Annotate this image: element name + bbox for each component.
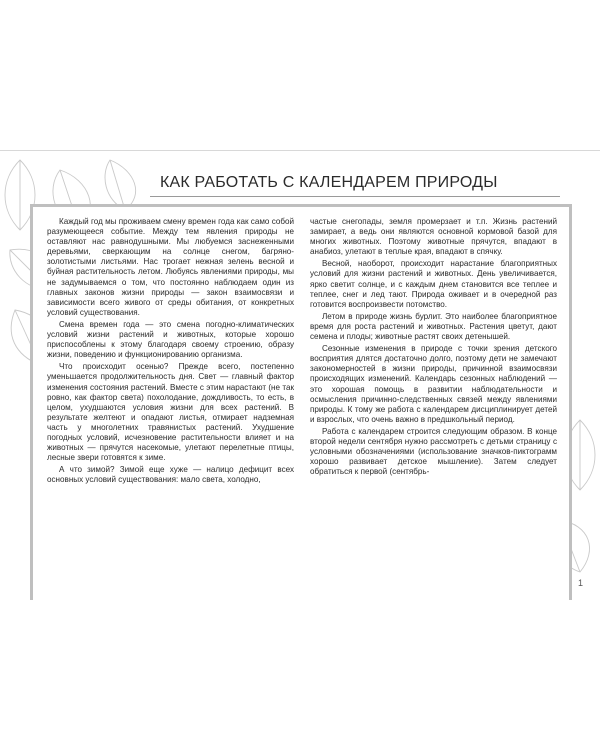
paragraph: Работа с календарем строится следующим образом. В конце второй недели сентября нужно рассмотреть с детьми страницу с условными обозначениями (использование значков-пиктограмм хорошо развивает детское мышление). Затем следует обратиться к первой (сентябрь- [310,426,557,477]
text-column-right [310,217,557,597]
paragraph: Летом в природе жизнь бурлит. Это наиболее благоприятное время для роста растений и животных. Растения цветут, дают семена и плоды; животные растят своих детенышей. [310,311,557,342]
page [0,150,600,600]
page-number: 1 [578,578,584,588]
page-title: КАК РАБОТАТЬ С КАЛЕНДАРЕМ ПРИРОДЫ [160,174,498,191]
paragraph: Сезонные изменения в природе с точки зрения детского восприятия длятся достаточно долго, поэтому дети не замечают закономерностей в жизни природы, причинной взаимосвязи происходящих изменений. Календарь сезонных наблюдений — это хорошая помощь в развитии наблюдательности и осмысления причинно-следственных связей между явлениями природы. К тому же работа с календарем дисциплинирует детей и взрослых, что очень важно в предшкольный период. [310,344,557,424]
title-underline [150,196,560,197]
paragraph: Смена времен года — это смена погодно-климатических условий жизни растений и животных, которые хорошо приспособлены к этому благодаря своему строению, образу жизни, поведению и функционированию организма. [47,319,294,360]
text-columns [47,217,557,597]
content-box [30,204,572,600]
paragraph: Каждый год мы проживаем смену времен года как само собой разумеющееся событие. Между тем явления природы не оставляют нас равнодушными. Мы любуемся заснеженными деревьями, сверкающим на солнце снегом, багряно-золотистыми листьями. Нас трогает нежная зелень весной и буйная растительность летом. Любуясь явлениями природы, мы не задумываемся о том, что постоянно наблюдаем один из главных законов жизни природы — закон взаимосвязи и зависимости всего живого от среды обитания, от конкретных условий существования. [47,217,294,317]
paragraph: Что происходит осенью? Прежде всего, постепенно уменьшается продолжительность дня. Свет — главный фактор изменения состояния растений. Вместе с этим нарастают (не так ровно, как фактор света) похолодание, дождливость, то есть, в целом, ухудшаются условия жизни для всех растений. В результате желтеют и опадают листья, отмирает надземная часть у многолетних травянистых растений. Ухудшение погодных условий, исчезновение растительности влияет и на животных — прячутся насекомые, улетают перелетные птицы, лесные звери готовятся к зиме. [47,362,294,463]
text-column-left [47,217,294,597]
paragraph: А что зимой? Зимой еще хуже — налицо дефицит всех основных условий существования: мало света, холодно, [47,465,294,485]
paragraph: Весной, наоборот, происходит нарастание благоприятных условий для жизни растений и животных. День увеличивается, ярко светит солнце, и с каждым днем становится все теплее и теплее, снег и лед тают. Природа оживает и в очередной раз готовится воспроизвести потомство. [310,259,557,309]
paragraph: частые снегопады, земля промерзает и т.п. Жизнь растений замирает, а ведь они являются основной кормовой базой для многих животных. Поэтому животные прячутся, впадают в анабиоз, улетают в теплые края, впадают в спячку. [310,217,557,257]
